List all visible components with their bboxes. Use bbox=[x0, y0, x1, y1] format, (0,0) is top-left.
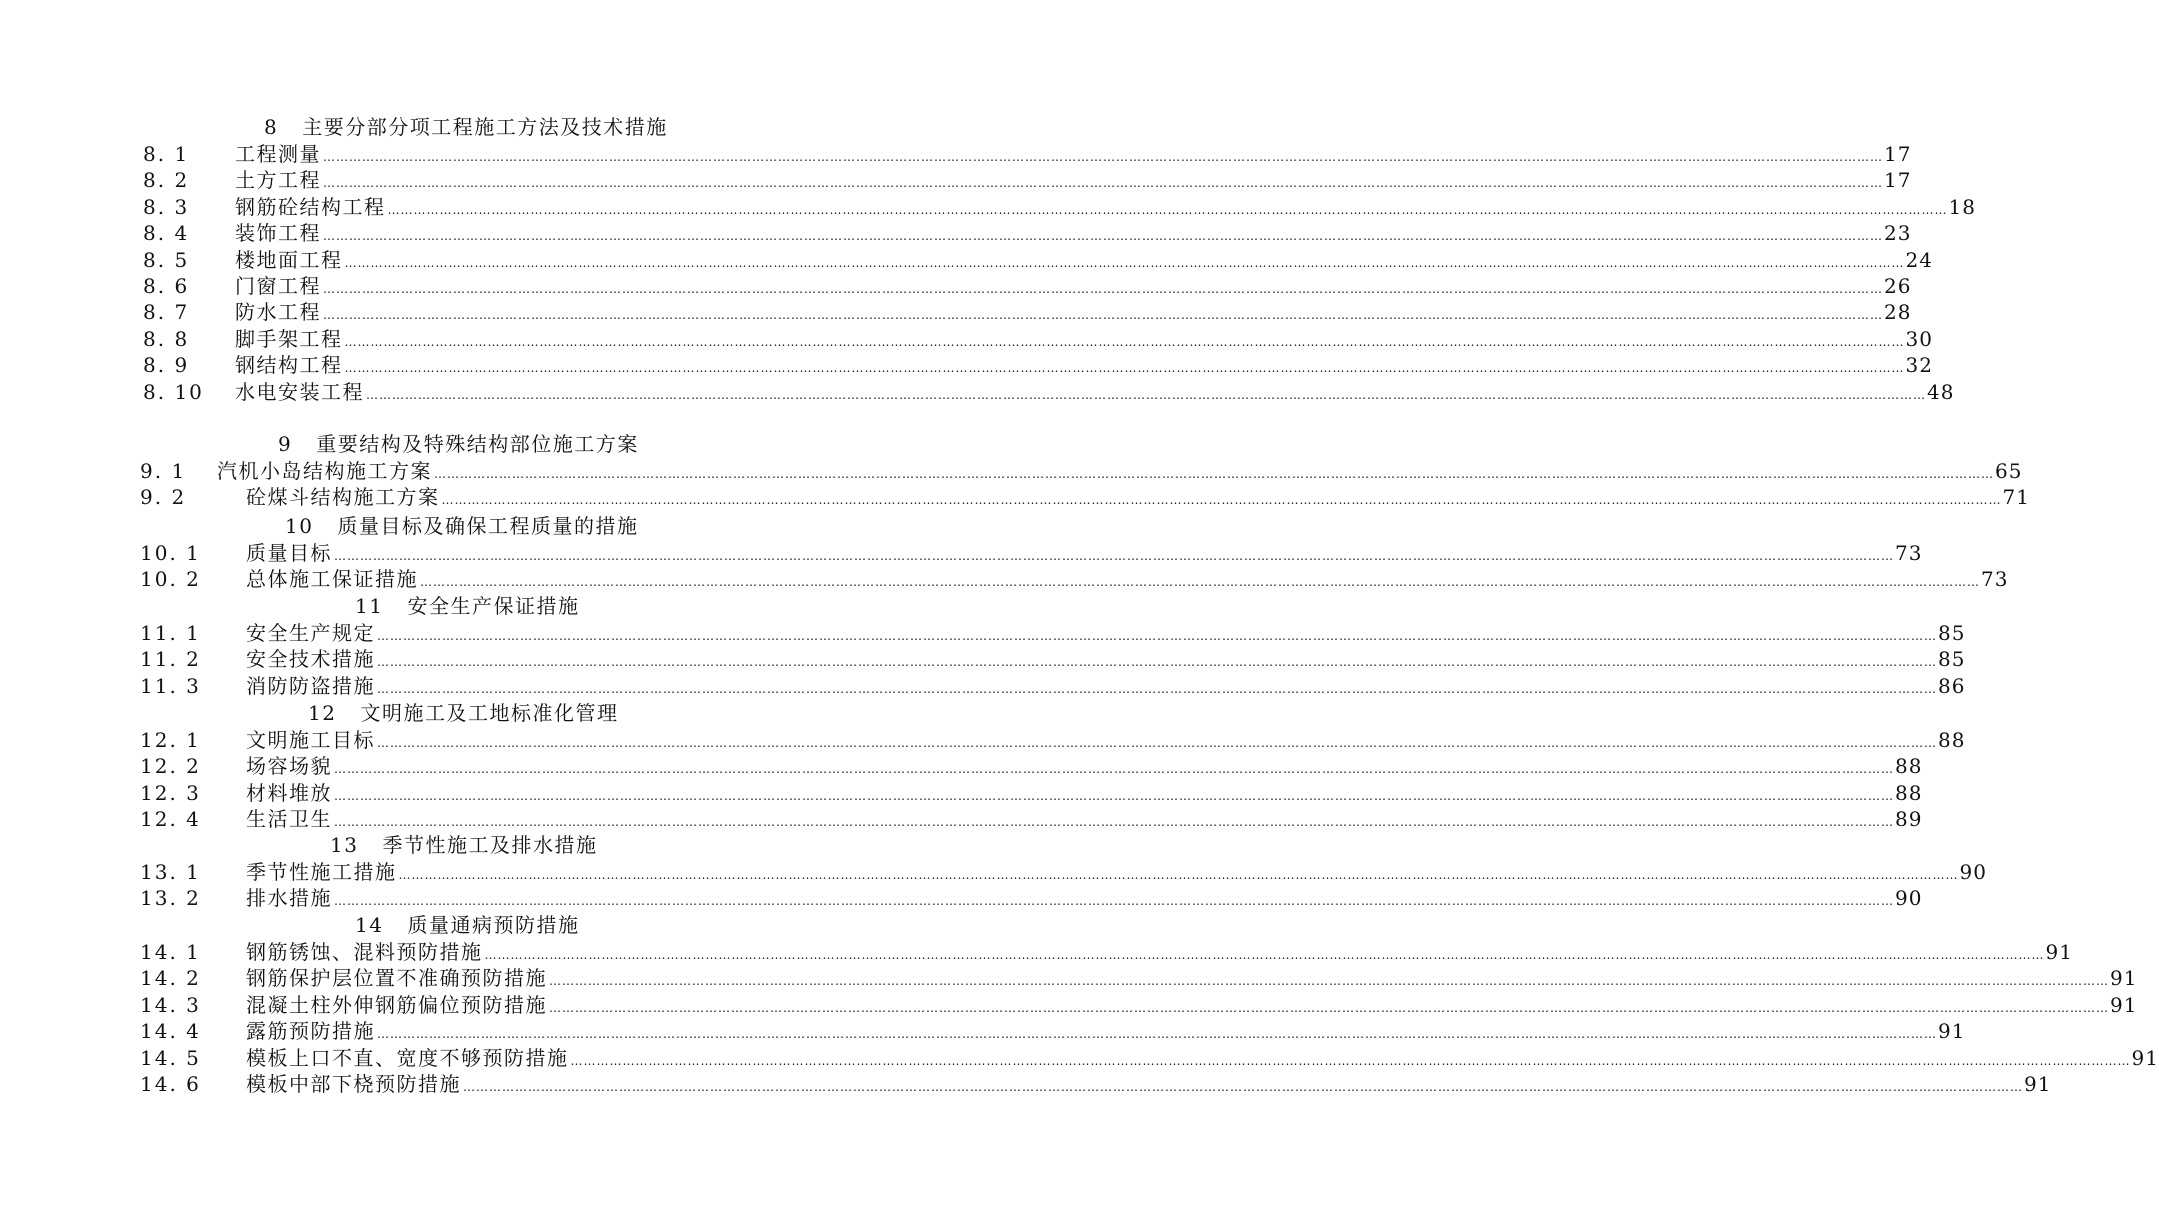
dot-leader: ……………………………………………………………………………………………………………………………………………………………………………………………………………………………………………………………………………………………………………………………… bbox=[570, 1053, 2131, 1068]
dot-leader: ……………………………………………………………………………………………………………………………………………………………………………………………………………………………………………………………………………………………………………………………… bbox=[334, 549, 1894, 563]
entry-page-number: 91 bbox=[2110, 966, 2138, 991]
entry-page-number: 90 bbox=[1895, 886, 1923, 911]
entry-title: 门窗工程 bbox=[235, 274, 321, 298]
entry-body bbox=[235, 326, 1933, 355]
dot-leader: ……………………………………………………………………………………………………………………………………………………………………………………………………………………………………………………………………………………………………………………………… bbox=[549, 1000, 2109, 1015]
entry-number: 8. 8 bbox=[143, 326, 190, 351]
section-title: 重要结构及特殊结构部位施工方案 bbox=[316, 432, 639, 456]
entry-page-number: 88 bbox=[1895, 754, 1923, 779]
entry-title: 场容场貌 bbox=[246, 754, 332, 779]
entry-title: 装饰工程 bbox=[235, 221, 321, 246]
entry-title: 钢筋砼结构工程 bbox=[235, 194, 386, 219]
entry-number: 10. 1 bbox=[140, 541, 201, 565]
dot-leader: ……………………………………………………………………………………………………………………………………………………………………………………………………………………………………………………………………………………………………………………………… bbox=[334, 762, 1894, 777]
entry-body bbox=[246, 566, 2009, 595]
entry-title: 总体施工保证措施 bbox=[246, 567, 418, 592]
toc-entry[interactable] bbox=[140, 806, 1923, 832]
dot-leader: ……………………………………………………………………………………………………………………………………………………………………………………………………………………………………………………………………………………………………………………………… bbox=[377, 629, 1937, 643]
entry-page-number: 23 bbox=[1884, 221, 1912, 246]
entry-body bbox=[235, 299, 1912, 328]
entry-title: 钢筋保护层位置不准确预防措施 bbox=[246, 966, 547, 991]
section-number: 14 bbox=[355, 913, 384, 937]
entry-page-number: 86 bbox=[1938, 673, 1966, 698]
entry-page-number: 91 bbox=[2024, 1072, 2052, 1096]
entry-body bbox=[246, 1018, 1966, 1047]
entry-number: 14. 5 bbox=[140, 1045, 201, 1070]
entry-page-number: 32 bbox=[1905, 353, 1933, 378]
dot-leader: ……………………………………………………………………………………………………………………………………………………………………………………………………………………………………………………………………………………………………………………………… bbox=[344, 255, 1905, 270]
dot-leader: ……………………………………………………………………………………………………………………………………………………………………………………………………………………………………………………………………………………………………………………………… bbox=[334, 894, 1894, 909]
entry-title: 土方工程 bbox=[235, 168, 321, 193]
section-number: 10 bbox=[285, 514, 314, 538]
dot-leader: ……………………………………………………………………………………………………………………………………………………………………………………………………………………………………………………………………………………………………………………………… bbox=[323, 176, 1883, 191]
entry-body bbox=[235, 220, 1912, 249]
toc-entry[interactable] bbox=[140, 859, 1987, 885]
entry-number: 11. 3 bbox=[140, 673, 201, 698]
toc-entry[interactable] bbox=[140, 620, 1966, 646]
toc-entry[interactable] bbox=[140, 885, 1923, 911]
toc-entry[interactable] bbox=[143, 352, 1933, 378]
entry-body bbox=[246, 753, 1923, 782]
entry-number: 8. 3 bbox=[143, 194, 190, 219]
entry-number: 12. 3 bbox=[140, 780, 201, 805]
toc-entry[interactable] bbox=[140, 992, 2138, 1018]
entry-body bbox=[246, 965, 2138, 994]
section-heading bbox=[285, 513, 638, 539]
entry-title: 钢筋锈蚀、混料预防措施 bbox=[246, 940, 483, 964]
entry-number: 8. 2 bbox=[143, 168, 190, 193]
entry-page-number: 18 bbox=[1948, 194, 1976, 219]
entry-body bbox=[246, 992, 2138, 1021]
entry-body bbox=[246, 620, 1966, 649]
entry-number: 8. 6 bbox=[143, 274, 190, 298]
entry-page-number: 30 bbox=[1905, 326, 1933, 351]
entry-body bbox=[235, 167, 1912, 196]
entry-number: 11. 2 bbox=[140, 647, 201, 672]
entry-title: 工程测量 bbox=[235, 142, 321, 166]
entry-body bbox=[246, 646, 1966, 675]
section-title: 质量通病预防措施 bbox=[407, 913, 580, 937]
entry-body bbox=[246, 1045, 2159, 1074]
entry-title: 模板上口不直、宽度不够预防措施 bbox=[246, 1045, 569, 1070]
entry-body bbox=[246, 780, 1923, 809]
entry-title: 砼煤斗结构施工方案 bbox=[246, 485, 440, 510]
dot-leader: ……………………………………………………………………………………………………………………………………………………………………………………………………………………………………………………………………………………………………………………………… bbox=[377, 655, 1937, 670]
entry-number: 10. 2 bbox=[140, 567, 201, 592]
entry-number: 14. 6 bbox=[140, 1072, 201, 1096]
entry-title: 汽机小岛结构施工方案 bbox=[217, 459, 432, 483]
toc-entry[interactable] bbox=[143, 247, 1933, 273]
section-heading bbox=[278, 431, 639, 457]
entry-number: 8. 9 bbox=[143, 353, 190, 378]
entry-number: 8. 1 bbox=[143, 142, 190, 166]
entry-body bbox=[246, 540, 1923, 569]
section-title: 主要分部分项工程施工方法及技术措施 bbox=[302, 115, 668, 139]
toc-entry[interactable] bbox=[143, 273, 1912, 299]
entry-title: 安全生产规定 bbox=[246, 621, 375, 645]
section-heading bbox=[355, 593, 579, 619]
entry-number: 13. 1 bbox=[140, 860, 201, 884]
section-number: 8 bbox=[264, 115, 279, 139]
entry-body bbox=[246, 673, 1966, 702]
entry-page-number: 91 bbox=[1938, 1019, 1966, 1044]
dot-leader: ……………………………………………………………………………………………………………………………………………………………………………………………………………………………………………………………………………………………………………………………… bbox=[344, 361, 1905, 376]
dot-leader: ……………………………………………………………………………………………………………………………………………………………………………………………………………………………………………………………………………………………………………………………… bbox=[463, 1080, 2023, 1094]
section-title: 季节性施工及排水措施 bbox=[382, 833, 598, 857]
entry-body bbox=[246, 484, 2030, 513]
toc-entry[interactable] bbox=[140, 753, 1923, 779]
entry-page-number: 17 bbox=[1884, 168, 1912, 193]
section-number: 11 bbox=[355, 594, 384, 618]
entry-body bbox=[235, 379, 1955, 408]
entry-title: 露筋预防措施 bbox=[246, 1019, 375, 1044]
dot-leader: ……………………………………………………………………………………………………………………………………………………………………………………………………………………………………………………………………………………………………………………………… bbox=[484, 948, 2045, 962]
entry-number: 13. 2 bbox=[140, 886, 201, 911]
entry-body bbox=[246, 885, 1923, 914]
entry-body bbox=[235, 273, 1912, 302]
entry-page-number: 85 bbox=[1938, 647, 1966, 672]
dot-leader: ……………………………………………………………………………………………………………………………………………………………………………………………………………………………………………………………………………………………………………………………… bbox=[434, 467, 1994, 481]
toc-entry[interactable] bbox=[140, 484, 2030, 510]
dot-leader: ……………………………………………………………………………………………………………………………………………………………………………………………………………………………………………………………………………………………………………………………… bbox=[377, 681, 1937, 696]
toc-entry[interactable] bbox=[143, 194, 1976, 220]
entry-title: 文明施工目标 bbox=[246, 728, 375, 752]
entry-page-number: 71 bbox=[2002, 485, 2030, 510]
dot-leader: ……………………………………………………………………………………………………………………………………………………………………………………………………………………………………………………………………………………………………………………………… bbox=[377, 1027, 1937, 1042]
entry-page-number: 91 bbox=[2045, 940, 2073, 964]
toc-entry[interactable] bbox=[140, 540, 1923, 566]
entry-number: 12. 4 bbox=[140, 807, 201, 832]
entry-number: 8. 5 bbox=[143, 247, 190, 272]
entry-title: 水电安装工程 bbox=[235, 379, 364, 404]
toc-entry[interactable] bbox=[140, 458, 2023, 484]
entry-page-number: 91 bbox=[2110, 992, 2138, 1017]
section-number: 12 bbox=[308, 701, 337, 725]
entry-page-number: 73 bbox=[1981, 567, 2009, 592]
toc-entry[interactable] bbox=[143, 220, 1912, 246]
toc-entry[interactable] bbox=[143, 379, 1955, 405]
dot-leader: ……………………………………………………………………………………………………………………………………………………………………………………………………………………………………………………………………………………………………………………………… bbox=[441, 493, 2002, 508]
entry-title: 季节性施工措施 bbox=[246, 860, 397, 884]
entry-page-number: 88 bbox=[1895, 780, 1923, 805]
entry-page-number: 17 bbox=[1884, 142, 1912, 166]
entry-number: 9. 1 bbox=[140, 459, 187, 483]
section-title: 质量目标及确保工程质量的措施 bbox=[337, 514, 639, 538]
dot-leader: ……………………………………………………………………………………………………………………………………………………………………………………………………………………………………………………………………………………………………………………………… bbox=[323, 282, 1883, 296]
entry-number: 8. 10 bbox=[143, 379, 204, 404]
section-heading bbox=[330, 832, 597, 858]
dot-leader: ……………………………………………………………………………………………………………………………………………………………………………………………………………………………………………………………………………………………………………………………… bbox=[549, 974, 2109, 989]
section-heading bbox=[264, 114, 668, 140]
entry-page-number: 85 bbox=[1938, 621, 1966, 645]
toc-entry[interactable] bbox=[140, 780, 1923, 806]
entry-page-number: 89 bbox=[1895, 807, 1923, 832]
dot-leader: ……………………………………………………………………………………………………………………………………………………………………………………………………………………………………………………………………………………………………………………………… bbox=[334, 815, 1894, 830]
section-title: 文明施工及工地标准化管理 bbox=[360, 701, 619, 725]
entry-body bbox=[246, 859, 1987, 888]
entry-number: 14. 3 bbox=[140, 992, 201, 1017]
entry-page-number: 90 bbox=[1959, 860, 1987, 884]
dot-leader: ……………………………………………………………………………………………………………………………………………………………………………………………………………………………………………………………………………………………………………………………… bbox=[377, 736, 1937, 750]
dot-leader: ……………………………………………………………………………………………………………………………………………………………………………………………………………………………………………………………………………………………………………………………… bbox=[420, 575, 1980, 590]
toc-entry[interactable] bbox=[140, 1045, 2159, 1071]
toc-entry[interactable] bbox=[143, 167, 1912, 193]
entry-title: 质量目标 bbox=[246, 541, 332, 565]
toc-entry[interactable] bbox=[143, 299, 1912, 325]
entry-number: 12. 2 bbox=[140, 754, 201, 779]
entry-body bbox=[246, 1071, 2052, 1100]
entry-body bbox=[235, 141, 1912, 170]
entry-body bbox=[246, 727, 1966, 756]
entry-page-number: 88 bbox=[1938, 728, 1966, 752]
entry-body bbox=[246, 806, 1923, 835]
entry-body bbox=[217, 458, 2023, 487]
entry-page-number: 91 bbox=[2131, 1045, 2159, 1070]
toc-entry[interactable] bbox=[140, 673, 1966, 699]
entry-number: 14. 2 bbox=[140, 966, 201, 991]
toc-entry[interactable] bbox=[143, 141, 1912, 167]
dot-leader: ……………………………………………………………………………………………………………………………………………………………………………………………………………………………………………………………………………………………………………………………… bbox=[398, 868, 1959, 882]
toc-entry[interactable] bbox=[140, 1018, 1966, 1044]
section-title: 安全生产保证措施 bbox=[407, 594, 580, 618]
entry-title: 排水措施 bbox=[246, 886, 332, 911]
entry-body bbox=[235, 247, 1933, 276]
entry-number: 9. 2 bbox=[140, 485, 187, 510]
dot-leader: ……………………………………………………………………………………………………………………………………………………………………………………………………………………………………………………………………………………………………………………………… bbox=[344, 334, 1905, 349]
entry-title: 模板中部下桡预防措施 bbox=[246, 1072, 461, 1096]
entry-title: 安全技术措施 bbox=[246, 647, 375, 672]
toc-entry[interactable] bbox=[143, 326, 1933, 352]
dot-leader: ……………………………………………………………………………………………………………………………………………………………………………………………………………………………………………………………………………………………………………………………… bbox=[334, 788, 1894, 803]
dot-leader: ……………………………………………………………………………………………………………………………………………………………………………………………………………………………………………………………………………………………………………………………… bbox=[323, 229, 1883, 244]
toc-entry[interactable] bbox=[140, 965, 2138, 991]
entry-page-number: 24 bbox=[1905, 247, 1933, 272]
entry-number: 12. 1 bbox=[140, 728, 201, 752]
entry-page-number: 28 bbox=[1884, 300, 1912, 325]
entry-title: 材料堆放 bbox=[246, 780, 332, 805]
toc-entry[interactable] bbox=[140, 1071, 2052, 1097]
entry-number: 8. 4 bbox=[143, 221, 190, 246]
toc-entry[interactable] bbox=[140, 939, 2073, 965]
entry-title: 脚手架工程 bbox=[235, 326, 343, 351]
entry-number: 8. 7 bbox=[143, 300, 190, 325]
entry-number: 14. 4 bbox=[140, 1019, 201, 1044]
entry-title: 钢结构工程 bbox=[235, 353, 343, 378]
section-number: 9 bbox=[278, 432, 293, 456]
entry-title: 消防防盗措施 bbox=[246, 673, 375, 698]
entry-number: 11. 1 bbox=[140, 621, 201, 645]
entry-title: 防水工程 bbox=[235, 300, 321, 325]
section-number: 13 bbox=[330, 833, 359, 857]
entry-title: 混凝土柱外伸钢筋偏位预防措施 bbox=[246, 992, 547, 1017]
entry-page-number: 48 bbox=[1927, 379, 1955, 404]
entry-body bbox=[235, 194, 1976, 223]
toc-entry[interactable] bbox=[140, 646, 1966, 672]
entry-body bbox=[246, 939, 2073, 968]
section-heading bbox=[308, 700, 618, 726]
dot-leader: ……………………………………………………………………………………………………………………………………………………………………………………………………………………………………………………………………………………………………………………………… bbox=[323, 150, 1883, 164]
entry-title: 楼地面工程 bbox=[235, 247, 343, 272]
toc-entry[interactable] bbox=[140, 727, 1966, 753]
entry-title: 生活卫生 bbox=[246, 807, 332, 832]
entry-body bbox=[235, 352, 1933, 381]
toc-entry[interactable] bbox=[140, 566, 2009, 592]
dot-leader: ……………………………………………………………………………………………………………………………………………………………………………………………………………………………………………………………………………………………………………………………… bbox=[387, 202, 1948, 217]
entry-page-number: 73 bbox=[1895, 541, 1923, 565]
section-heading bbox=[355, 912, 579, 938]
entry-number: 14. 1 bbox=[140, 940, 201, 964]
entry-page-number: 26 bbox=[1884, 274, 1912, 298]
entry-page-number: 65 bbox=[1995, 459, 2023, 483]
dot-leader: ……………………………………………………………………………………………………………………………………………………………………………………………………………………………………………………………………………………………………………………………… bbox=[366, 387, 1926, 402]
dot-leader: ……………………………………………………………………………………………………………………………………………………………………………………………………………………………………………………………………………………………………………………………… bbox=[323, 308, 1883, 323]
